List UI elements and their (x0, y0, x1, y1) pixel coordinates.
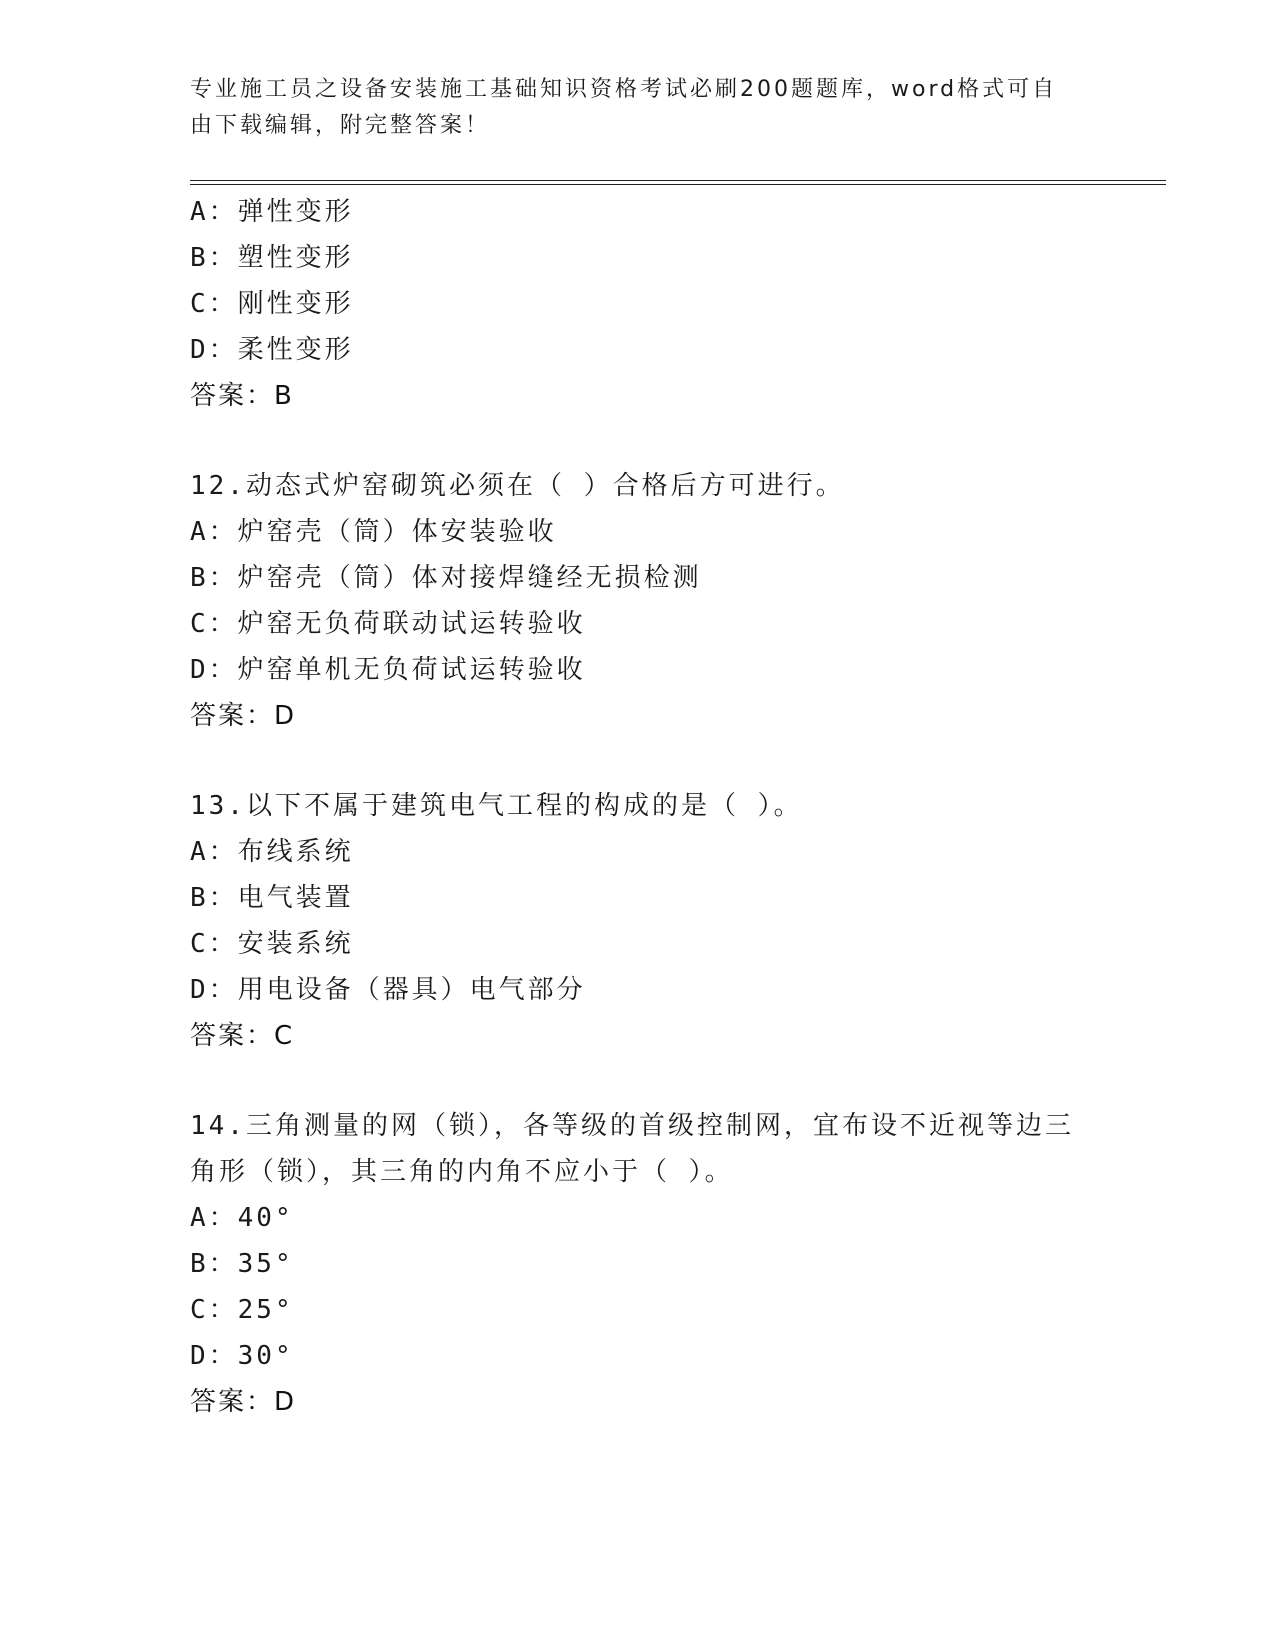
header-divider-top (190, 180, 1166, 181)
question-spacer (190, 739, 1150, 783)
option-d: D：用电设备（器具）电气部分 (190, 975, 586, 1005)
question-stem: 12.动态式炉窑砌筑必须在（ ）合格后方可进行。 (190, 471, 845, 501)
answer-line: 答案：D (190, 701, 297, 731)
option-b: B：塑性变形 (190, 243, 354, 273)
option-a: A：炉窑壳（筒）体安装验收 (190, 517, 557, 547)
answer-line: 答案：D (190, 1387, 297, 1417)
question-spacer (190, 1059, 1150, 1103)
question-spacer (190, 419, 1150, 463)
header-divider-bottom (190, 184, 1166, 185)
option-a: A：弹性变形 (190, 197, 354, 227)
answer-line: 答案：B (190, 381, 294, 411)
option-b: B：炉窑壳（筒）体对接焊缝经无损检测 (190, 563, 702, 593)
question-13 (190, 783, 1150, 1059)
option-d: D：30° (190, 1341, 294, 1371)
option-b: B：35° (190, 1249, 294, 1279)
question-stem: 13.以下不属于建筑电气工程的构成的是（ ）。 (190, 791, 803, 821)
question-11 (190, 189, 1150, 419)
question-12 (190, 463, 1150, 739)
option-b: B：电气装置 (190, 883, 354, 913)
option-d: D：炉窑单机无负荷试运转验收 (190, 655, 586, 685)
option-d: D：柔性变形 (190, 335, 354, 365)
question-stem: 14.三角测量的网（锁），各等级的首级控制网，宜布设不近视等边三角形（锁），其三角的内角不应小于（ ）。 (190, 1111, 1074, 1187)
option-c: C：刚性变形 (190, 289, 354, 319)
option-c: C：25° (190, 1295, 294, 1325)
option-c: C：安装系统 (190, 929, 354, 959)
option-a: A：布线系统 (190, 837, 354, 867)
option-c: C：炉窑无负荷联动试运转验收 (190, 609, 586, 639)
option-a: A：40° (190, 1203, 294, 1233)
question-14 (190, 1103, 1150, 1425)
document-header-title: 专业施工员之设备安装施工基础知识资格考试必刷200题题库，word格式可自由下载编辑，附完整答案！ (190, 77, 1058, 138)
question-list (190, 189, 1150, 1425)
answer-line: 答案：C (190, 1021, 295, 1051)
